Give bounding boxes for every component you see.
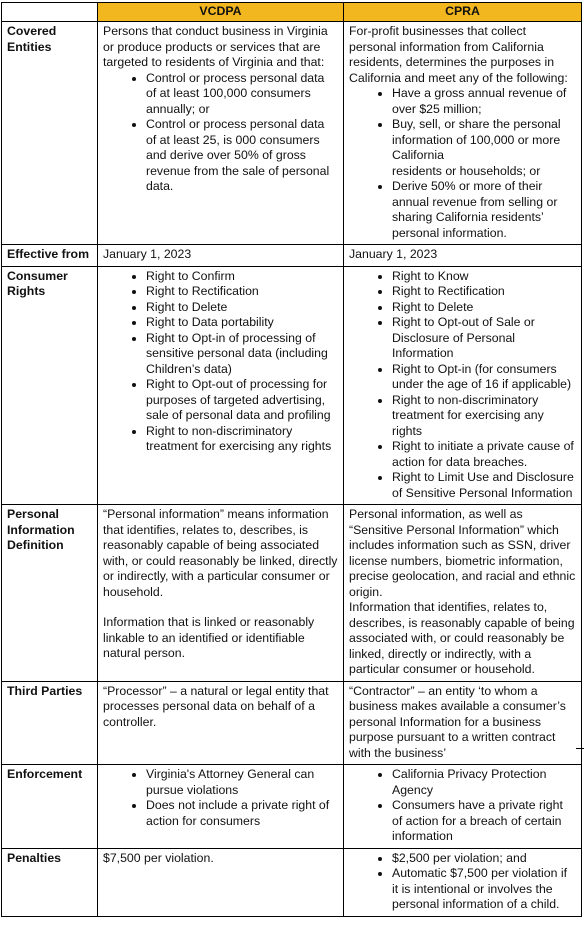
list-item: • Derive 50% or more of their annual revenue from selling or sharing California residents’ personal information. [392, 179, 576, 241]
list-item: • Right to Opt-out of Sale or Disclosure of Personal Information [392, 315, 576, 362]
cpra-definition-cell [344, 505, 582, 682]
vcdpa-effective-cell: January 1, 2023 [98, 245, 344, 267]
row-label-definition: Personal Information Definition [2, 505, 98, 682]
vcdpa-rights-cell [98, 266, 344, 505]
row-label-penalties: Penalties [2, 848, 98, 916]
list-item [392, 117, 576, 179]
row-label-effective: Effective from [2, 245, 98, 267]
header-blank [2, 3, 98, 22]
cpra-enforcement-list [349, 767, 576, 845]
list-item: • Have a gross annual revenue of over $25 million; [392, 86, 576, 117]
row-enforcement [2, 765, 582, 849]
list-item: • Right to Confirm [146, 269, 338, 285]
list-item: • $2,500 per violation; and [392, 851, 576, 867]
vcdpa-enforcement-cell [98, 765, 344, 849]
vcdpa-covered-intro: Persons that conduct business in Virginia or produce products or services that are targeted to residents of Virginia and that: [103, 24, 328, 69]
list-item: • Right to non-discriminatory treatment for exercising any rights [392, 393, 576, 440]
row-effective-from [2, 245, 582, 267]
vcdpa-penalties-cell: $7,500 per violation. [98, 848, 344, 916]
row-label-covered: Covered Entities [2, 22, 98, 245]
cpra-third-cell: “Contractor” – an entity ‘to whom a business makes available a consumer’s personal Information for a business purpose pursuant to a written contract with the business’ [344, 681, 582, 765]
row-penalties [2, 848, 582, 916]
cpra-covered-list [349, 86, 576, 241]
list-item: • Control or process personal data of at least 100,000 consumers annually; or [146, 71, 338, 118]
header-row [2, 3, 582, 22]
cpra-penalties-cell [344, 848, 582, 916]
row-personal-info-definition [2, 505, 582, 682]
vcdpa-covered-cell [98, 22, 344, 245]
vcdpa-enforcement-list [103, 767, 338, 829]
list-item-text: residents or households; or [392, 163, 541, 178]
cpra-rights-cell [344, 266, 582, 505]
row-consumer-rights [2, 266, 582, 505]
list-item: • Right to Delete [146, 300, 338, 316]
list-item: • Right to Limit Use and Disclosure of Sensitive Personal Information [392, 470, 576, 501]
cpra-covered-intro: For-profit businesses that collect personal information from California residents, determines the purposes in California and meet any of the following: [349, 24, 568, 85]
list-item: • Right to Opt-in (for consumers under the age of 16 if applicable) [392, 362, 576, 393]
list-item: • Right to Data portability [146, 315, 338, 331]
list-item: • Right to initiate a private cause of action for data breaches. [392, 439, 576, 470]
row-label-enforcement: Enforcement [2, 765, 98, 849]
vcdpa-covered-list [103, 71, 338, 195]
cpra-effective-cell: January 1, 2023 [344, 245, 582, 267]
margin-tick [576, 748, 584, 749]
row-covered-entities [2, 22, 582, 245]
list-item: • Does not include a private right of action for consumers [146, 798, 338, 829]
list-item: • Right to Delete [392, 300, 576, 316]
vcdpa-definition-p1: “Personal information” means information that identifies, relates to, describes, is reasonably capable of being associated with, or could reasonably be linked, directly or indirectly, with a particular consumer or household. [103, 507, 338, 599]
row-label-third: Third Parties [2, 681, 98, 765]
cpra-rights-list [349, 269, 576, 502]
vcdpa-definition-cell [98, 505, 344, 682]
list-item: • Virginia's Attorney General can pursue violations [146, 767, 338, 798]
list-item: • Right to Opt-out of processing for purposes of targeted advertising, sale of personal data and profiling [146, 377, 338, 424]
list-item: • Automatic $7,500 per violation if it is intentional or involves the personal information of a child. [392, 866, 576, 913]
list-item: • Right to non-discriminatory treatment for exercising any rights [146, 424, 338, 455]
vcdpa-rights-list [103, 269, 338, 455]
list-item: • Right to Rectification [146, 284, 338, 300]
list-item: • Control or process personal data of at least 25, is 000 consumers and derive over 50% of gross revenue from the sale of personal data. [146, 117, 338, 195]
list-item-text: Buy, sell, or share the personal information of 100,000 or more California [392, 117, 561, 162]
row-third-parties [2, 681, 582, 765]
comparison-table [1, 2, 582, 917]
cpra-penalties-list [349, 851, 576, 913]
cpra-covered-cell [344, 22, 582, 245]
cpra-definition-p2: Information that identifies, relates to, describes, is reasonably capable of being associated with, or could reasonably be linked, directly or indirectly, with a particular consumer or household. [349, 600, 575, 676]
header-cpra: CPRA [344, 3, 582, 22]
list-item: • Right to Know [392, 269, 576, 285]
cpra-enforcement-cell [344, 765, 582, 849]
list-item: • Right to Opt-in of processing of sensitive personal data (including Children’s data) [146, 331, 338, 378]
header-vcdpa: VCDPA [98, 3, 344, 22]
vcdpa-definition-p2: Information that is linked or reasonably linkable to an identified or identifiable natural person. [103, 615, 315, 660]
cpra-definition-p1: Personal information, as well as “Sensitive Personal Information” which includes information such as SSN, driver license numbers, biometric information, precise geolocation, and racial and ethnic origin. [349, 507, 576, 599]
row-label-rights: Consumer Rights [2, 266, 98, 505]
list-item: • Consumers have a private right of action for a breach of certain information [392, 798, 576, 845]
list-item: • California Privacy Protection Agency [392, 767, 576, 798]
vcdpa-third-cell: “Processor” – a natural or legal entity that processes personal data on behalf of a controller. [98, 681, 344, 765]
list-item: • Right to Rectification [392, 284, 576, 300]
